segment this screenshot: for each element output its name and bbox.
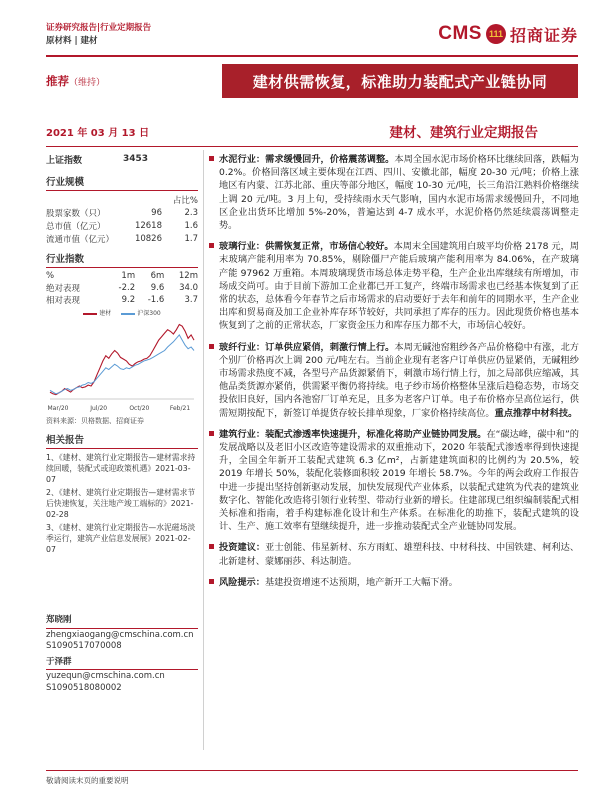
- table-row: [46, 232, 198, 245]
- paragraph-text: 基建投资增速不达预期，地产新开工大幅下滑。: [264, 576, 458, 588]
- logo-badge-icon: 111: [486, 24, 506, 44]
- industry-scale-title: 行业规模: [46, 170, 198, 191]
- paragraph-construction: [209, 428, 579, 534]
- sidebar: [46, 150, 198, 557]
- row-value: 9.6: [150, 283, 165, 293]
- row-value: 96: [151, 207, 162, 218]
- industry-index-title: 行业指数: [46, 247, 198, 268]
- row-label: 流通市值（亿元）: [46, 234, 115, 245]
- related-reports: [46, 452, 198, 555]
- report-category: [46, 22, 151, 48]
- main-content: [209, 153, 579, 597]
- col-header: 12m: [178, 271, 198, 281]
- table-row: [46, 219, 198, 232]
- footer-note: 敬请阅读末页的重要说明: [46, 776, 129, 785]
- analyst-email[interactable]: yuzequn@cmschina.com.cn: [46, 671, 165, 681]
- paragraph-cement: [209, 153, 579, 232]
- related-reports-title: 相关报告: [46, 428, 198, 449]
- series-line-1: [50, 335, 194, 394]
- x-tick-label: Mar/20: [47, 405, 69, 412]
- table-row: [46, 282, 198, 294]
- row-label: 绝对表现: [46, 284, 81, 294]
- report-date: 2021 年 03 月 13 日: [46, 128, 150, 139]
- pct-header: 占比%: [172, 195, 198, 206]
- paragraph-lead: 建筑行业：装配式渗透率快速提升，标准化将助产业链协同发展。: [219, 428, 487, 440]
- paragraph-lead: 水泥行业：需求缓慢回升，价格震荡调整。: [219, 154, 395, 165]
- row-value: -1.6: [147, 295, 165, 305]
- row-pct: 1.6: [184, 220, 198, 231]
- rating: [46, 73, 105, 89]
- related-report-item[interactable]: 1、《建材、建筑行业定期报告—建材需求持续回暖，装配式或迎政策机遇》2021-03-07: [46, 453, 196, 484]
- legend-label: 沪深300: [137, 310, 161, 317]
- row-label: 总市值（亿元）: [46, 221, 106, 232]
- paragraph-glass: [209, 240, 579, 332]
- chart-legend: [46, 308, 198, 317]
- paragraph-lead: 玻纤行业：订单供应紧俏，刺激行情上行。: [219, 341, 395, 353]
- series-line-0: [50, 325, 194, 395]
- x-tick-label: Jul/20: [90, 405, 108, 412]
- row-pct: 1.7: [184, 233, 198, 244]
- header-divider: [46, 55, 578, 57]
- index-value: 3453: [122, 154, 148, 164]
- paragraph-lead: 投资建议：: [219, 542, 266, 554]
- industry-scale-table: [46, 193, 198, 245]
- legend-item: [83, 308, 111, 317]
- analyst-name: 郑晓刚: [46, 615, 198, 629]
- index-label: 上证指数: [46, 155, 83, 166]
- section-divider: [46, 146, 578, 147]
- table-row: [46, 193, 198, 206]
- row-value: 10826: [134, 233, 162, 244]
- industry-index-chart: [46, 317, 198, 413]
- analyst-id: S1090517070008: [46, 641, 122, 651]
- column-divider: [203, 150, 204, 750]
- paragraph-text: 本周末全国建筑用白玻平均价格 2178 元，周末玻璃产能利用率为 70.85%，剔除僵尸产能后玻璃产能利用率为 84.06%，在产玻璃产能 97962 万重箱。本周玻璃现货市场总体走势平稳，生产企业出库继续有所增加，市场成交尚可。由于目前下游加工企业都已开工复产，终端市场需求也已经基本恢复到了正常的状态，总体看今年春节之后市场需求的启动要好于去年和前年的同期水平，生产企业出库和贸易商及加工企业补库存环节较好，共同承担了库存的压力。因此现货价格也基本恢复到了之前的正常状态，厂家资金压力和库存压力都不大，市场信心较好。: [219, 241, 579, 332]
- paragraph-lead: 风险提示：: [219, 576, 265, 588]
- cms-logo: [438, 22, 578, 46]
- row-label: 股票家数（只）: [46, 208, 106, 219]
- row-value: 9.2: [121, 295, 136, 305]
- footer-divider: [46, 770, 578, 771]
- report-type: 建材、建筑行业定期报告: [389, 125, 538, 141]
- row-value: 34.0: [179, 283, 198, 293]
- paragraph-highlight: 重点推荐中材科技。: [494, 407, 578, 419]
- paragraph-lead: 玻璃行业：供需恢复正常，市场信心较好。: [219, 241, 394, 253]
- logo-text-cn: 招商证券: [509, 25, 578, 45]
- paragraph-text: 亚士创能、伟星新材、东方雨虹、雄塑科技、中材科技、中国铁建、柯利达、北新建材、蒙娜丽莎、科达制造。: [219, 542, 580, 567]
- col-header: 6m: [150, 271, 165, 281]
- analyst-email[interactable]: zhengxiaogang@cmschina.com.cn: [46, 629, 194, 640]
- table-row: [46, 206, 198, 219]
- legend-label: 建材: [99, 310, 112, 317]
- paragraph-glass-fiber: [209, 341, 579, 420]
- paragraph-text: 本周全国水泥市场价格环比继续回落，跌幅为 0.2%。价格回落区域主要体现在江西、四川、安徽北部，幅度 20-30 元/吨；价格上涨地区有内蒙、江苏北部、重庆等部分地区，幅度 10-30 元/吨，长三角沿江熟料价格继续上调 20 元/吨。3 月上旬，受持续雨水天气影响，国内水泥市场需求缓慢回升，不同地区企业出货环比增加 5%-20%，普遍达到 4-7 成水平，水泥价格仍然延续震荡调整走势。: [219, 154, 579, 232]
- performance-table: [46, 270, 198, 306]
- x-tick-label: Feb/21: [169, 405, 191, 412]
- paragraph-text: 在“碳达峰，碳中和”的发展战略以及老旧小区改造等建设需求的双重推动下，2020 年装配式渗透率得到快速提升，全国全年新开工装配式建筑 6.3 亿m²，占新建建筑面积的比例约为 20.5%，较 2019 年增长 50%，装配化装修面积较 2019 年增长 58.7%。今年的两会政府工作报告中进一步提出坚持创新驱动发展，加快发展现代产业体系，以装配式建筑为代表的建筑业数字化、智能化改造将引领行业转型、带动行业新的增长。住建部现已组织编制装配式相关标准和指南，着手构建标准化设计和生产体系。在标准化的助推下，装配式建筑的设计、生产、施工效率有望继续提升，进一步推动装配式全产业链协同发展。: [219, 428, 579, 533]
- index-row: [46, 150, 198, 168]
- row-pct: 2.3: [184, 207, 198, 218]
- legend-item: [121, 308, 160, 317]
- row-value: 3.7: [184, 295, 198, 305]
- rating-label: 推荐: [46, 74, 69, 88]
- report-category-line2: 原材料 | 建材: [46, 36, 98, 46]
- related-report-item[interactable]: 2、《建材、建筑行业定期报告—建材需求节后快速恢复，关注地产竣工端标的》2021-02-28: [46, 488, 196, 519]
- row-label: 相对表现: [46, 296, 81, 306]
- table-row: [46, 294, 198, 306]
- col-header: 1m: [121, 271, 136, 281]
- analyst-block: [46, 615, 198, 694]
- analyst-name: 于泽群: [46, 657, 198, 671]
- row-value: 12618: [134, 220, 162, 231]
- logo-text-en: CMS: [438, 23, 482, 44]
- related-report-item[interactable]: 3、《建材、建筑行业定期报告—水泥磁场淡季运行，建筑产业信息发展展》2021-02-07: [46, 523, 196, 554]
- report-title: 建材供需恢复，标准助力装配式产业链协同: [222, 64, 578, 98]
- analyst-id: S1090518080002: [46, 682, 122, 693]
- chart-source: 资料来源：贝格数据、招商证券: [46, 417, 144, 425]
- table-row: [46, 270, 198, 282]
- rating-sub: （维持）: [69, 78, 106, 88]
- x-tick-label: Oct/20: [129, 405, 150, 412]
- paragraph-text: 本周无碱池窑粗纱各产品价格稳中有涨，北方个别厂价格再次上调 200 元/吨左右。当前企业现有老客户订单供应仍显紧俏，无碱粗纱市场需求热度不减，各型号产品货源紧俏下，刺激市场行情上行，加之局部供应缩减，其他品类货源亦紧俏，供需紧平衡仍将持续。电子纱市场价格整体呈涨后趋稳态势，市场交投依旧良好，国内各池窑厂订单充足，且多为老客户订单。电子布价格亦呈高位运行，供需短期按配下，新签订单提货存较长排单现象，厂家价格持续高位。: [219, 341, 579, 419]
- col-header: %: [46, 271, 55, 281]
- paragraph-risk: [209, 576, 579, 589]
- paragraph-investment: [209, 541, 579, 567]
- report-category-line1: 证券研究报告|行业定期报告: [46, 23, 152, 33]
- row-value: -2.2: [118, 283, 136, 293]
